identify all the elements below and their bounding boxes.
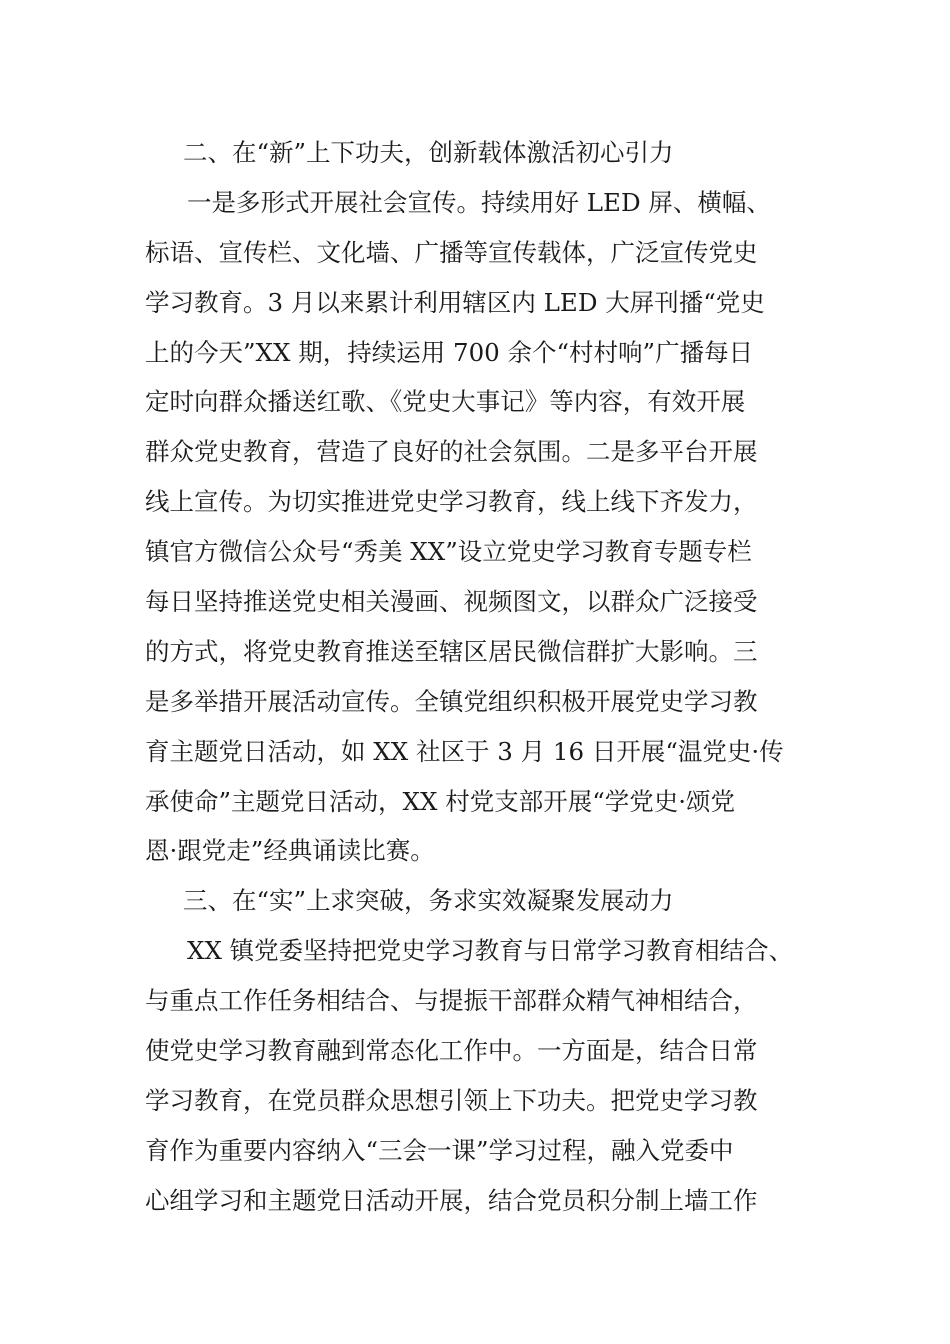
- paragraph-line: 定时向群众播送红歌、《党史大事记》等内容，有效开展: [145, 387, 746, 417]
- paragraph-line: 育主题党日活动，如 XX 社区于 3 月 16 日开展“温党史·传: [145, 736, 784, 766]
- section-heading-3: 三、在“实”上求突破，务求实效凝聚发展动力: [183, 886, 674, 916]
- section-heading-2: 二、在“新”上下功夫，创新载体激活初心引力: [183, 138, 674, 167]
- paragraph-line: XX 镇党委坚持把党史学习教育与日常学习教育相结合、: [187, 936, 794, 966]
- paragraph-line: 心组学习和主题党日活动开展，结合党员积分制上墙工作: [145, 1185, 758, 1215]
- paragraph-line: 学习教育，在党员群众思想引领上下功夫。把党史学习教: [145, 1085, 758, 1115]
- paragraph-line: 承使命”主题党日活动，XX 村党支部开展“学党史·颂党: [145, 786, 736, 816]
- paragraph-line: 育作为重要内容纳入“三会一课”学习过程，融入党委中: [145, 1135, 734, 1165]
- paragraph-line: 一是多形式开展社会宣传。持续用好 LED 屏、横幅、: [187, 187, 771, 217]
- paragraph-line: 与重点工作任务相结合、与提振干部群众精气神相结合，: [145, 986, 758, 1016]
- paragraph-line: 线上宣传。为切实推进党史学习教育，线上线下齐发力，: [145, 487, 758, 517]
- paragraph-line: 的方式，将党史教育推送至辖区居民微信群扩大影响。三: [145, 636, 758, 666]
- paragraph-line: 标语、宣传栏、文化墙、广播等宣传载体，广泛宣传党史: [145, 237, 758, 267]
- paragraph-line: 群众党史教育，营造了良好的社会氛围。二是多平台开展: [145, 437, 758, 467]
- paragraph-line: 上的今天”XX 期，持续运用 700 余个“村村响”广播每日: [145, 337, 754, 367]
- paragraph-line: 镇官方微信公众号“秀美 XX”设立党史学习教育专题专栏: [145, 537, 752, 567]
- paragraph-line: 学习教育。3 月以来累计利用辖区内 LED 大屏刊播“党史: [145, 287, 765, 317]
- paragraph-line: 使党史学习教育融到常态化工作中。一方面是，结合日常: [145, 1036, 758, 1066]
- paragraph-line: 每日坚持推送党史相关漫画、视频图文，以群众广泛接受: [145, 587, 758, 617]
- paragraph-line: 是多举措开展活动宣传。全镇党组织积极开展党史学习教: [145, 686, 758, 716]
- paragraph-line: 恩·跟党走”经典诵读比赛。: [145, 836, 435, 866]
- document-body: [145, 128, 835, 1226]
